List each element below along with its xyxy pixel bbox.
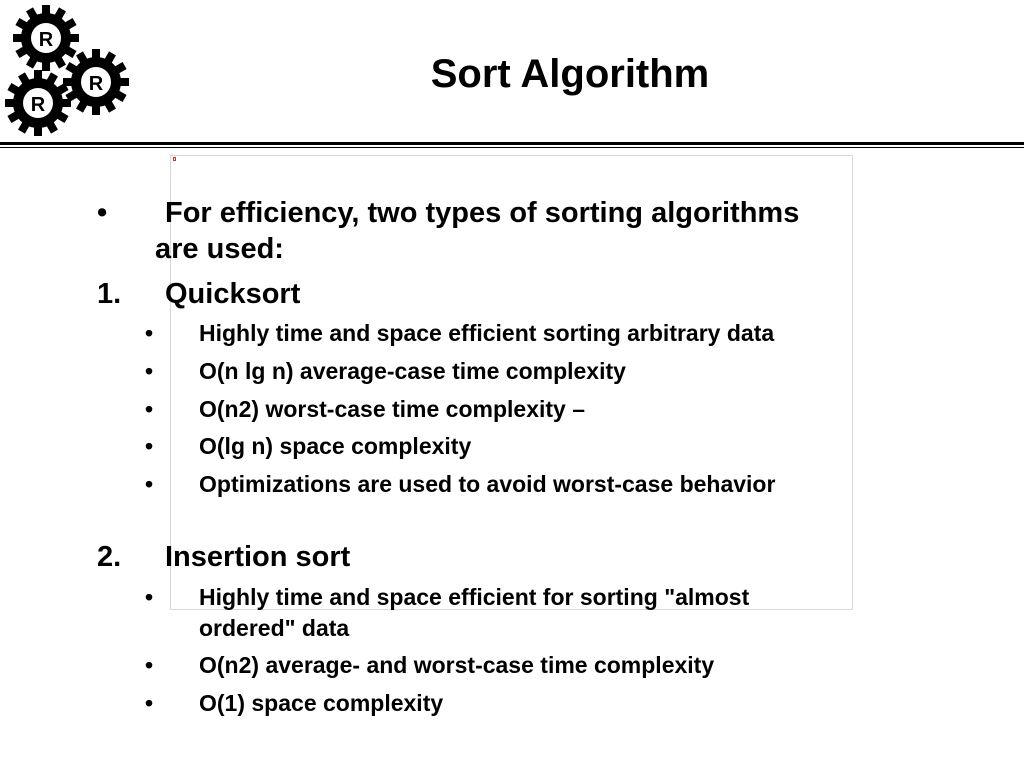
gear-letter: R — [30, 94, 46, 116]
gear-letter: R — [38, 29, 54, 51]
intro-text: For efficiency, two types of sorting algorithms — [165, 197, 800, 229]
bullet-marker: • — [145, 320, 154, 346]
bullet-marker: • — [145, 396, 154, 422]
gear-letter: R — [88, 73, 104, 95]
bullet-marker: • — [145, 690, 154, 716]
page-title: Sort Algorithm — [430, 52, 710, 96]
bullet-marker: • — [145, 358, 154, 384]
bullet-marker: • — [145, 652, 154, 678]
gears-logo — [0, 0, 140, 140]
list-item: Highly time and space efficient for sorting "almost — [199, 584, 750, 610]
bullet-marker: • — [145, 584, 154, 610]
list-item: Optimizations are used to avoid worst-case behavior — [199, 471, 776, 497]
bullet-marker: • — [145, 433, 154, 459]
section-heading-quicksort: Quicksort — [165, 278, 301, 310]
section-number: 1. — [97, 278, 122, 310]
embedded-object-icon — [173, 157, 176, 161]
section-heading-insertion-sort: Insertion sort — [165, 541, 351, 573]
list-item: O(n2) average- and worst-case time complexity — [199, 652, 715, 678]
list-item: O(lg n) space complexity — [199, 433, 472, 459]
header-divider-thin — [0, 147, 1024, 148]
list-item: O(1) space complexity — [199, 690, 444, 716]
list-item: O(n2) worst-case time complexity – — [199, 396, 586, 422]
list-item: Highly time and space efficient sorting arbitrary data — [199, 320, 775, 346]
header-divider — [0, 142, 1024, 145]
intro-text-continued: are used: — [155, 233, 284, 265]
list-item-continued: ordered" data — [199, 615, 350, 641]
section-number: 2. — [97, 541, 122, 573]
bullet-marker: • — [97, 197, 108, 229]
bullet-marker: • — [145, 471, 154, 497]
list-item: O(n lg n) average-case time complexity — [199, 358, 626, 384]
